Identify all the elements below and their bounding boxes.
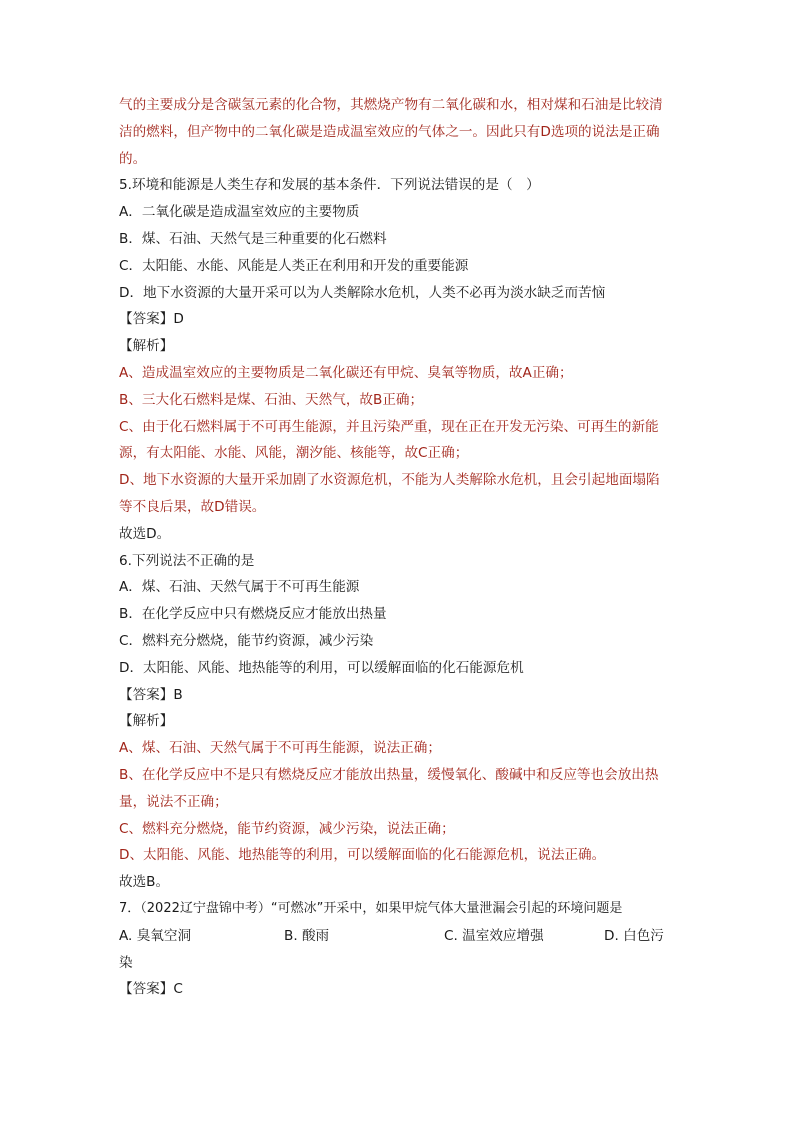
question-5-option-c: C．太阳能、水能、风能是人类正在利用和开发的重要能源 — [119, 257, 469, 274]
question-6-analysis-line: A、煤、石油、天然气属于不可再生能源，说法正确； — [119, 740, 441, 757]
question-7-option-d: D. 白色污 — [604, 927, 664, 944]
question-5-analysis-line: B、三大化石燃料是煤、石油、天然气，故B正确； — [119, 391, 424, 408]
question-6-option-d: D．太阳能、风能、地热能等的利用，可以缓解面临的化石能源危机 — [119, 659, 524, 676]
question-7-option-b: B. 酸雨 — [284, 927, 330, 944]
question-6-analysis-line: 量，说法不正确； — [119, 793, 228, 810]
question-6-conclusion: 故选B。 — [119, 874, 170, 891]
document-page — [119, 92, 679, 1003]
question-6-analysis-line: B、在化学反应中不是只有燃烧反应才能放出热量，缓慢氧化、酸碱中和反应等也会放出热 — [119, 766, 659, 783]
question-6-option-b: B．在化学反应中只有燃烧反应才能放出热量 — [119, 606, 387, 623]
analysis-line: 气的主要成分是含碳氢元素的化合物，其燃烧产物有二氧化碳和水，相对煤和石油是比较清 — [119, 97, 663, 113]
question-6-analysis-line: D、太阳能、风能、地热能等的利用，可以缓解面临的化石能源危机，说法正确。 — [119, 847, 606, 864]
question-5-analysis-line: 等不良后果，故D错误。 — [119, 498, 266, 515]
question-7-option-d-wrap: 染 — [119, 954, 133, 971]
question-5-analysis-line: 源，有太阳能、水能、风能，潮汐能、核能等，故C正确； — [119, 445, 469, 462]
question-6-analysis-label: 【解析】 — [119, 713, 174, 730]
question-6-stem: 6.下列说法不正确的是 — [119, 552, 255, 569]
question-5-option-d: D．地下水资源的大量开采可以为人类解除水危机，人类不必再为淡水缺乏而苦恼 — [119, 284, 606, 301]
question-5-option-b: B．煤、石油、天然气是三种重要的化石燃料 — [119, 230, 387, 247]
question-5-option-a: A．二氧化碳是造成温室效应的主要物质 — [119, 204, 360, 221]
question-5-analysis-line: A、造成温室效应的主要物质是二氧化碳还有甲烷、臭氧等物质，故A正确； — [119, 364, 573, 381]
question-6-option-a: A．煤、石油、天然气属于不可再生能源 — [119, 579, 360, 596]
question-7-options — [119, 923, 679, 950]
question-5-stem: 5.环境和能源是人类生存和发展的基本条件．下列说法错误的是（ ） — [119, 177, 540, 194]
question-5-analysis-label: 【解析】 — [119, 338, 174, 355]
question-7-answer: 【答案】C — [119, 981, 183, 998]
analysis-line: 洁的燃料，但产物中的二氧化碳是造成温室效应的气体之一。因此只有D选项的说法是正确 — [119, 123, 660, 140]
question-5-answer: 【答案】D — [119, 311, 184, 328]
question-7-option-c: C. 温室效应增强 — [444, 927, 544, 944]
question-5-analysis-line: C、由于化石燃料属于不可再生能源，并且污染严重，现在正在开发无污染、可再生的新能 — [119, 418, 659, 435]
question-6-option-c: C．燃料充分燃烧，能节约资源，减少污染 — [119, 632, 374, 649]
question-7-option-a: A. 臭氧空洞 — [119, 927, 192, 944]
question-5-conclusion: 故选D。 — [119, 525, 171, 542]
analysis-line: 的。 — [119, 150, 147, 167]
question-5-analysis-line: D、地下水资源的大量开采加剧了水资源危机，不能为人类解除水危机，且会引起地面塌陷 — [119, 472, 660, 489]
question-6-answer: 【答案】B — [119, 686, 183, 703]
question-6-analysis-line: C、燃料充分燃烧，能节约资源，减少污染，说法正确； — [119, 820, 455, 837]
question-7-stem: 7．（2022辽宁盘锦中考）“可燃冰”开采中，如果甲烷气体大量泄漏会引起的环境问题是 — [119, 900, 623, 916]
